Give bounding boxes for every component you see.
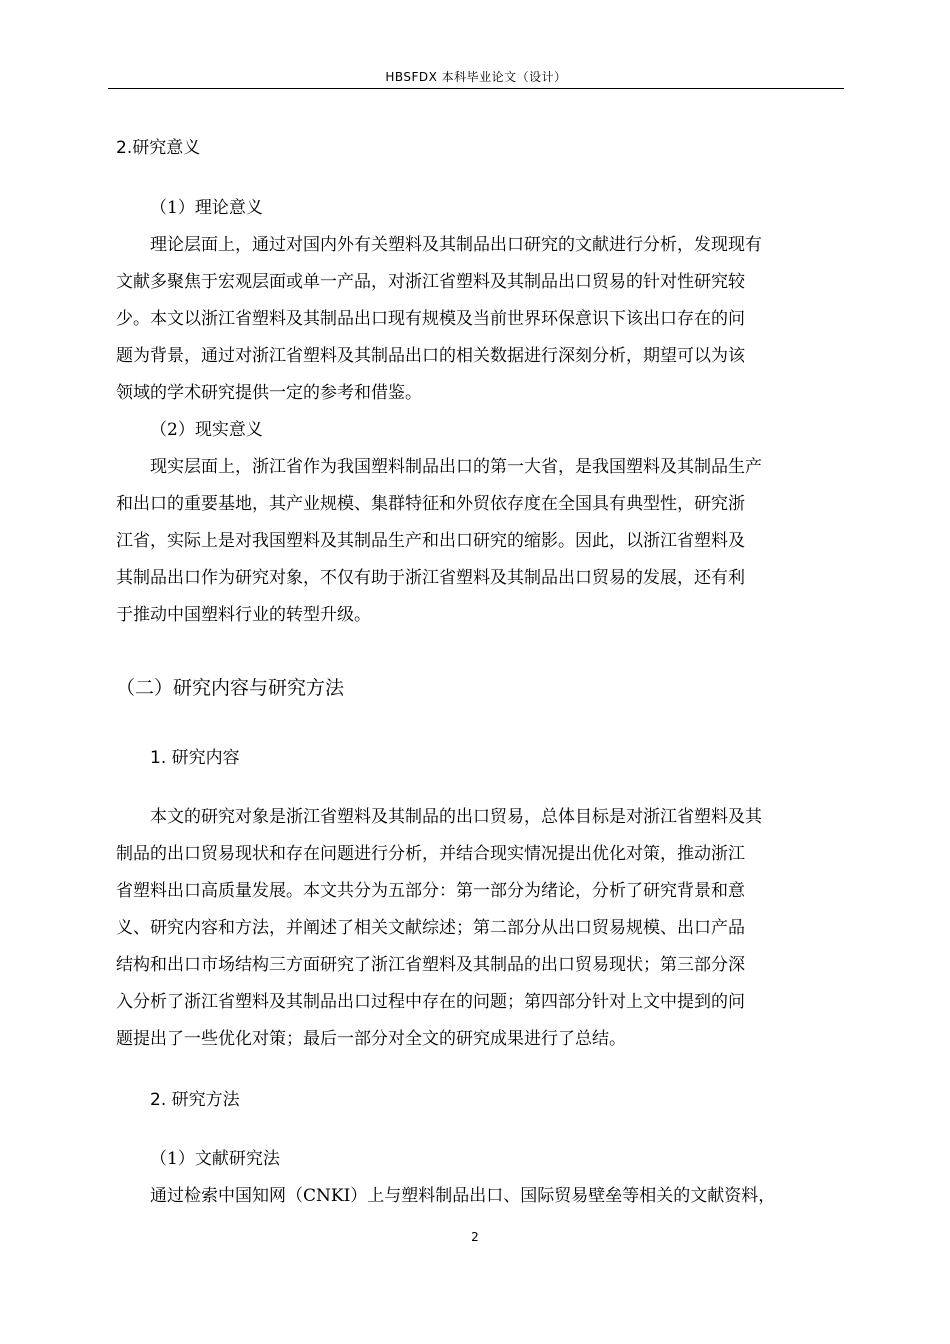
paragraph-line: 通过检索中国知网（CNKI）上与塑料制品出口、国际贸易壁垒等相关的文献资料，	[150, 1186, 776, 1206]
paragraph-line: 现实层面上，浙江省作为我国塑料制品出口的第一大省，是我国塑料及其制品生产	[150, 457, 762, 477]
paragraph-line: 入分析了浙江省塑料及其制品出口过程中存在的问题；第四部分针对上文中提到的问	[116, 992, 745, 1012]
section-heading-significance: 2.研究意义	[116, 138, 201, 158]
paragraph-line: 义、研究内容和方法，并阐述了相关文献综述；第二部分从出口贸易规模、出口产品	[116, 918, 745, 938]
paragraph-line: 于推动中国塑料行业的转型升级。	[116, 605, 371, 625]
paragraph-line: 题提出了一些优化对策；最后一部分对全文的研究成果进行了总结。	[116, 1029, 626, 1049]
paragraph-line: 领域的学术研究提供一定的参考和借鉴。	[116, 383, 422, 403]
running-header: HBSFDX 本科毕业论文（设计）	[385, 70, 567, 84]
subheading-theory: （1）理论意义	[150, 198, 263, 218]
page-number: 2	[471, 1230, 479, 1244]
subheading-content: 1. 研究内容	[150, 748, 240, 768]
paragraph-line: 制品的出口贸易现状和存在问题进行分析，并结合现实情况提出优化对策，推动浙江	[116, 844, 745, 864]
paragraph-line: 题为背景，通过对浙江省塑料及其制品出口的相关数据进行深刻分析，期望可以为该	[116, 346, 745, 366]
subheading-practice: （2）现实意义	[150, 420, 263, 440]
paragraph-line: 省塑料出口高质量发展。本文共分为五部分：第一部分为绪论，分析了研究背景和意	[116, 881, 745, 901]
paragraph-line: 其制品出口作为研究对象，不仅有助于浙江省塑料及其制品出口贸易的发展，还有利	[116, 568, 745, 588]
header-rule	[108, 88, 844, 89]
section-heading-content-methods: （二）研究内容与研究方法	[116, 677, 345, 699]
paragraph-line: 和出口的重要基地，其产业规模、集群特征和外贸依存度在全国具有典型性，研究浙	[116, 494, 745, 514]
paragraph-line: 少。本文以浙江省塑料及其制品出口现有规模及当前世界环保意识下该出口存在的问	[116, 309, 745, 329]
subheading-literature: （1）文献研究法	[150, 1149, 280, 1169]
paragraph-line: 结构和出口市场结构三方面研究了浙江省塑料及其制品的出口贸易现状；第三部分深	[116, 955, 745, 975]
paragraph-line: 理论层面上，通过对国内外有关塑料及其制品出口研究的文献进行分析，发现现有	[150, 235, 762, 255]
paragraph-line: 江省，实际上是对我国塑料及其制品生产和出口研究的缩影。因此，以浙江省塑料及	[116, 531, 745, 551]
subheading-methods: 2. 研究方法	[150, 1090, 240, 1110]
paragraph-line: 本文的研究对象是浙江省塑料及其制品的出口贸易，总体目标是对浙江省塑料及其	[150, 807, 762, 827]
paragraph-line: 文献多聚焦于宏观层面或单一产品，对浙江省塑料及其制品出口贸易的针对性研究较	[116, 272, 745, 292]
